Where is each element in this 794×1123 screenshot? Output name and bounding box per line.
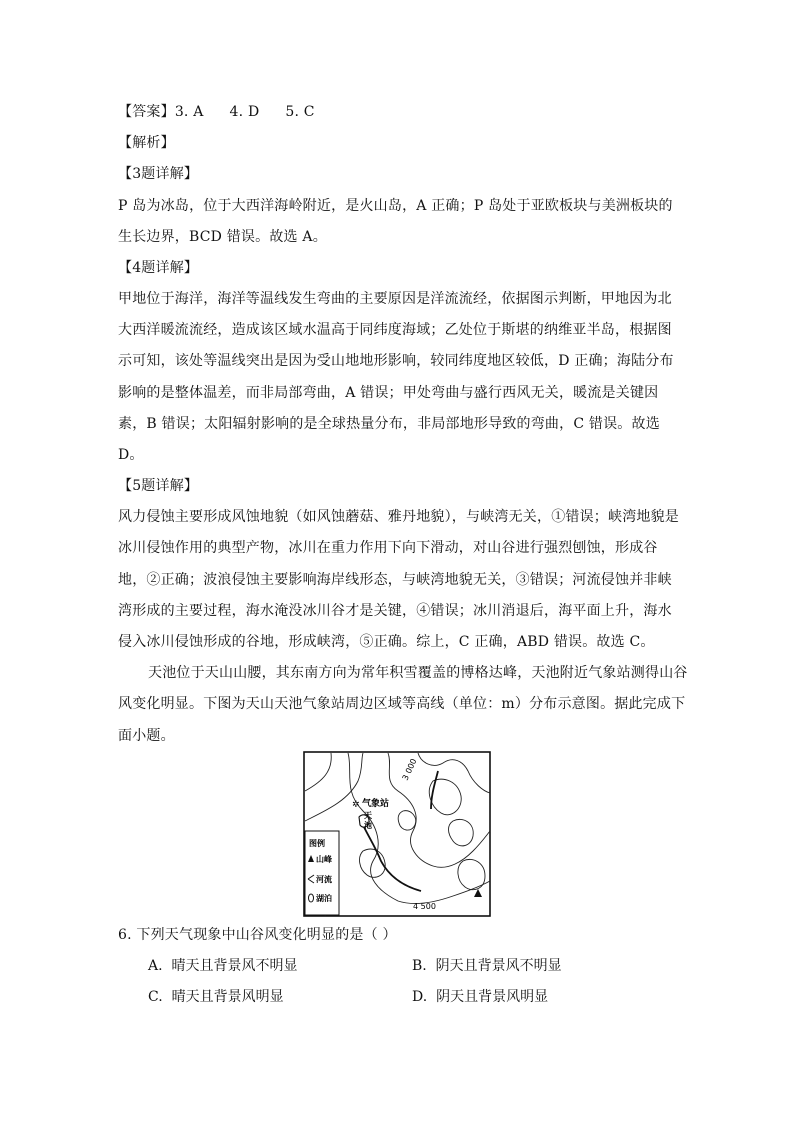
q3-heading: 【3题详解】 xyxy=(118,166,199,182)
option-letter: A. xyxy=(148,958,163,974)
q5-text-line: 湾形成的主要过程，海水淹没冰川谷才是关键，④错误；冰川消退后，海平面上升，海水 xyxy=(118,603,672,619)
option-letter: D. xyxy=(412,989,428,1005)
option-text: 阴天且背景风明显 xyxy=(436,989,549,1005)
q4-text-line: 示可知，该处等温线突出是因为受山地地形影响，较同纬度地区较低，D 正确；海陆分布 xyxy=(118,353,674,369)
tianchi-label: 天 xyxy=(364,811,372,820)
q6-option-b[interactable] xyxy=(412,956,562,976)
q6-option-c[interactable] xyxy=(148,987,284,1007)
legend-lake-icon xyxy=(309,894,314,902)
q5-text-line: 冰川侵蚀作用的典型产物，冰川在重力作用下向下滑动，对山谷进行强烈刨蚀，形成谷 xyxy=(118,540,658,556)
answer-item-4: 4. D xyxy=(229,104,260,120)
contour-label-3000: 3 000 xyxy=(400,757,419,782)
answer-label: 【答案】 xyxy=(118,104,175,120)
q4-text-line: 影响的是整体温差，而非局部弯曲，A 错误；甲处弯曲与盛行西风无关，暖流是关键因 xyxy=(118,385,659,401)
legend-title: 图例 xyxy=(309,839,325,848)
option-letter: B. xyxy=(412,958,427,974)
q5-text-line: 风力侵蚀主要形成风蚀地貌（如风蚀蘑菇、雅丹地貌），与峡湾无关，①错误；峡湾地貌是 xyxy=(118,509,679,525)
q6-stem: 6. 下列天气现象中山谷风变化明显的是（ ） xyxy=(118,927,397,943)
passage-line: 风变化明显。下图为天山天池气象站周边区域等高线（单位：m）分布示意图。据此完成下 xyxy=(118,696,686,712)
answer-item-5: 5. C xyxy=(285,104,315,120)
passage-line: 面小题。 xyxy=(118,728,175,744)
q6-option-a[interactable] xyxy=(148,956,297,976)
q4-text-line: 大西洋暖流流经，造成该区域水温高于同纬度海域；乙处位于斯堪的纳维亚半岛，根据图 xyxy=(118,322,672,338)
legend-river-label: 河流 xyxy=(316,875,332,884)
q4-heading: 【4题详解】 xyxy=(118,260,199,276)
q4-text-line: 甲地位于海洋，海洋等温线发生弯曲的主要原因是洋流流经，依据图示判断，甲地因为北 xyxy=(118,291,672,307)
q5-text-line: 地，②正确；波浪侵蚀主要影响海岸线形态，与峡湾地貌无关，③错误；河流侵蚀并非峡 xyxy=(118,572,672,588)
q5-heading: 【5题详解】 xyxy=(118,478,199,494)
legend-peak-label: 山峰 xyxy=(316,855,332,864)
legend-lake-label: 湖泊 xyxy=(316,894,332,903)
tianchi-label: 池 xyxy=(364,821,372,830)
q3-text-line: P 岛为冰岛，位于大西洋海岭附近，是火山岛，A 正确；P 岛处于亚欧板块与美洲板块的 xyxy=(118,198,673,214)
q3-text-line: 生长边界，BCD 错误。故选 A。 xyxy=(118,229,327,245)
answer-item-3: 3. A xyxy=(174,104,204,120)
contour-label-4500: 4 500 xyxy=(413,902,436,911)
map-legend xyxy=(305,831,339,915)
option-text: 阴天且背景风不明显 xyxy=(435,958,562,974)
option-text: 晴天且背景风明显 xyxy=(171,989,284,1005)
answer-line xyxy=(118,102,678,122)
q6-option-d[interactable] xyxy=(412,987,548,1007)
option-letter: C. xyxy=(148,989,163,1005)
contour-map xyxy=(303,751,491,917)
passage-line: 天池位于天山山腰，其东南方向为常年积雪覆盖的博格达峰，天池附近气象站测得山谷 xyxy=(148,665,688,681)
analysis-heading: 【解析】 xyxy=(118,135,175,151)
q4-text-line: 素，B 错误；太阳辐射影响的是全球热量分布，非局部地形导致的弯曲，C 错误。故选 xyxy=(118,416,660,432)
station-label: 气象站 xyxy=(362,799,390,809)
option-text: 晴天且背景风不明显 xyxy=(171,958,298,974)
q5-text-line: 侵入冰川侵蚀形成的谷地，形成峡湾，⑤正确。综上，C 正确，ABD 错误。故选 C。 xyxy=(118,634,655,650)
station-icon: ✲ xyxy=(352,800,360,810)
q4-text-line: D。 xyxy=(118,447,144,463)
